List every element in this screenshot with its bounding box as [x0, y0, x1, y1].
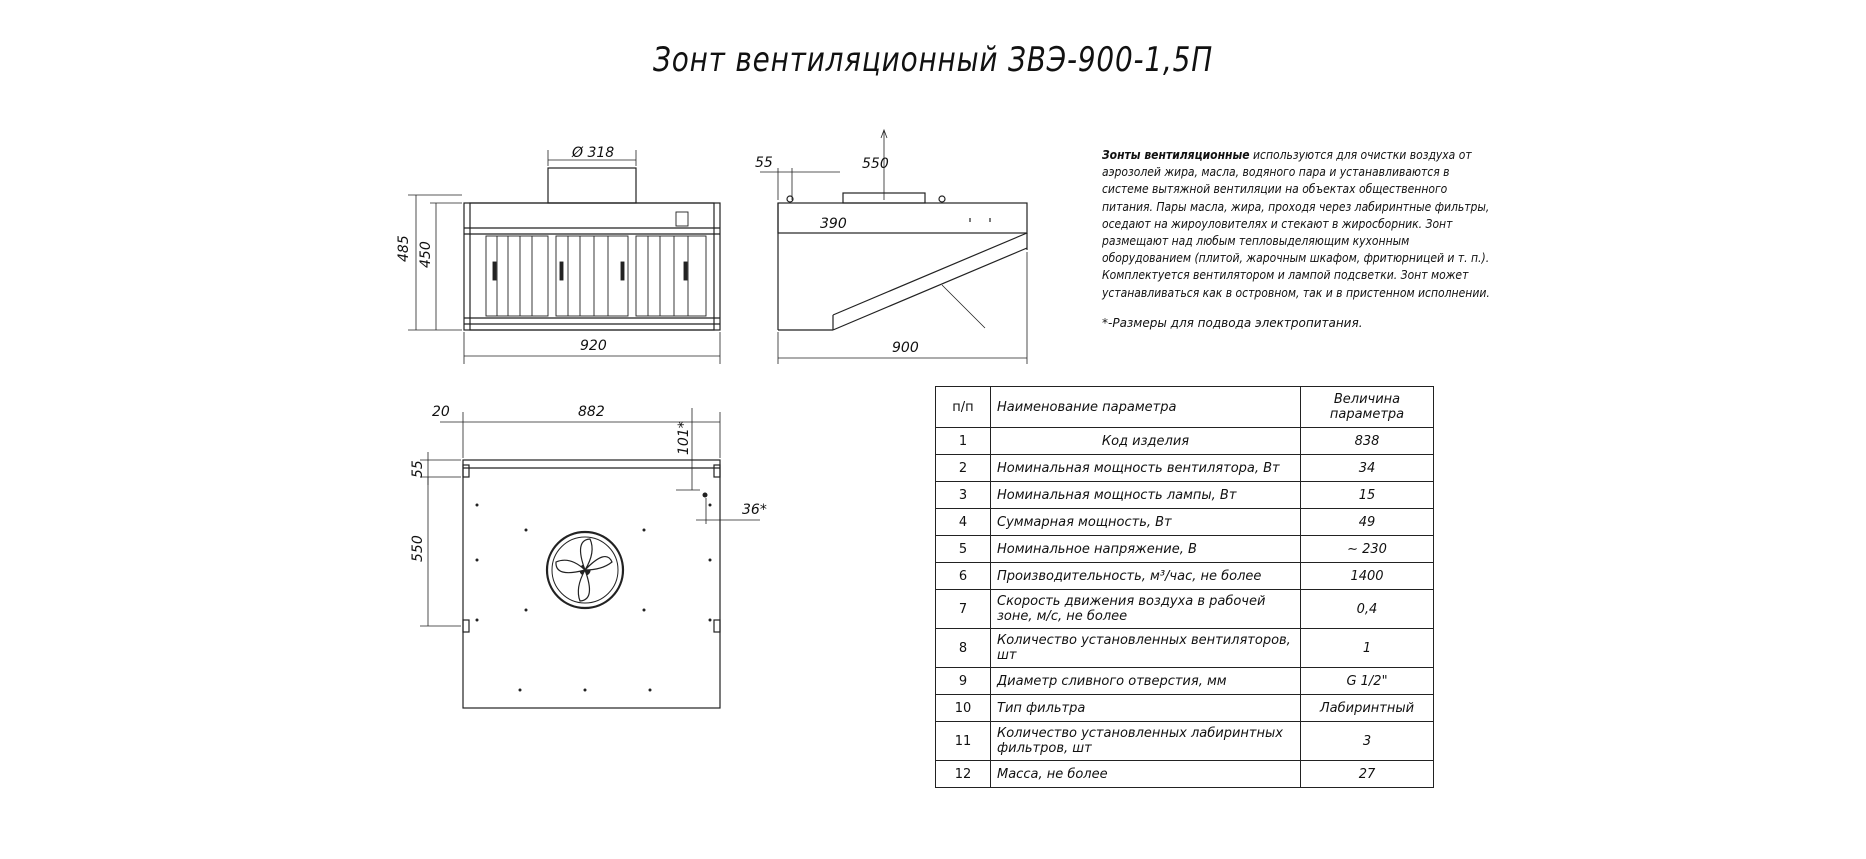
table-row [936, 536, 1434, 563]
table-cell-num: 6 [936, 563, 991, 590]
table-cell-value: 34 [1301, 455, 1434, 482]
table-cell-name: Масса, не более [991, 761, 1301, 788]
dim-side-depth: 900 [892, 340, 919, 356]
table-cell-value: 838 [1301, 428, 1434, 455]
description [1102, 147, 1497, 302]
dim-diameter: Ø 318 [572, 145, 615, 161]
dim-side-offset: 55 [755, 155, 773, 171]
parameters-table [935, 386, 1434, 788]
footnote: *-Размеры для подвода электропитания. [1102, 316, 1363, 330]
dim-side-pipe: 550 [862, 156, 889, 172]
table-cell-value: ∼ 230 [1301, 536, 1434, 563]
table-cell-num: 4 [936, 509, 991, 536]
table-cell-value: 0,4 [1301, 590, 1434, 629]
description-bold: Зонты вентиляционные [1102, 148, 1250, 162]
table-row [936, 590, 1434, 629]
table-row [936, 722, 1434, 761]
dim-top-width: 882 [578, 404, 605, 420]
dim-height-body: 450 [418, 241, 434, 268]
table-cell-num: 7 [936, 590, 991, 629]
table-header [936, 387, 1434, 428]
table-row [936, 761, 1434, 788]
table-cell-num: 2 [936, 455, 991, 482]
table-cell-name: Суммарная мощность, Вт [991, 509, 1301, 536]
table-cell-value: 1 [1301, 629, 1434, 668]
table-row [936, 695, 1434, 722]
table-cell-name: Номинальная мощность лампы, Вт [991, 482, 1301, 509]
table-cell-name: Номинальная мощность вентилятора, Вт [991, 455, 1301, 482]
dim-top-side-small: 55 [410, 460, 426, 478]
top-view [420, 408, 760, 708]
table-cell-value: 49 [1301, 509, 1434, 536]
dim-top-edge: 20 [432, 404, 450, 420]
table-cell-num: 9 [936, 668, 991, 695]
table-cell-value: G 1/2" [1301, 668, 1434, 695]
dim-top-height: 550 [410, 535, 426, 562]
table-cell-num: 12 [936, 761, 991, 788]
description-text: используются для очистки воздуха от аэрозолей жира, масла, водяного пара и устанавливаются в системе вытяжной вентиляции на объектах общественного питания. Пары масла, жира, проходя через лабиринтные фильтры, оседают на жироуловителях и стекают в жиросборник. Зонт размещают над любым тепловыделяющим кухонным оборудованием (плитой, жарочным шкафом, фритюрницей и т. п.). Комплектуется вентилятором и лампой подсветки. Зонт может устанавливаться как в островном, так и в пристенном исполнении. [1102, 148, 1490, 300]
table-cell-value: Лабиринтный [1301, 695, 1434, 722]
table-cell-value: 3 [1301, 722, 1434, 761]
dim-width-front: 920 [580, 338, 607, 354]
table-row [936, 509, 1434, 536]
header-value: Величина параметра [1301, 387, 1434, 428]
front-view [408, 150, 720, 364]
table-cell-num: 11 [936, 722, 991, 761]
table-row [936, 629, 1434, 668]
table-row [936, 563, 1434, 590]
table-cell-num: 1 [936, 428, 991, 455]
table-cell-num: 10 [936, 695, 991, 722]
side-view [760, 130, 1027, 364]
table-row [936, 428, 1434, 455]
table-cell-num: 3 [936, 482, 991, 509]
table-row [936, 482, 1434, 509]
dim-top-edge-star: 36* [742, 502, 767, 518]
table-row [936, 455, 1434, 482]
table-cell-name: Количество установленных лабиринтных фильтров, шт [991, 722, 1301, 761]
table-cell-value: 15 [1301, 482, 1434, 509]
dim-top-offset-star: 101* [676, 421, 692, 455]
drawing-title: Зонт вентиляционный ЗВЭ-900-1,5П [653, 40, 1213, 80]
table-row [936, 668, 1434, 695]
dim-side-mid: 390 [820, 216, 847, 232]
table-cell-name: Количество установленных вентиляторов, шт [991, 629, 1301, 668]
table-cell-name: Скорость движения воздуха в рабочей зоне, м/с, не более [991, 590, 1301, 629]
table-cell-name: Код изделия [991, 428, 1301, 455]
table-cell-name: Диаметр сливного отверстия, мм [991, 668, 1301, 695]
table-cell-name: Производительность, м³/час, не более [991, 563, 1301, 590]
fan-icon [547, 532, 623, 608]
table-cell-name: Номинальное напряжение, В [991, 536, 1301, 563]
dim-height-total: 485 [396, 235, 412, 262]
table-cell-value: 1400 [1301, 563, 1434, 590]
table-cell-name: Тип фильтра [991, 695, 1301, 722]
table-cell-num: 8 [936, 629, 991, 668]
table-cell-value: 27 [1301, 761, 1434, 788]
header-name: Наименование параметра [991, 387, 1301, 428]
header-num: п/п [936, 387, 991, 428]
table-cell-num: 5 [936, 536, 991, 563]
